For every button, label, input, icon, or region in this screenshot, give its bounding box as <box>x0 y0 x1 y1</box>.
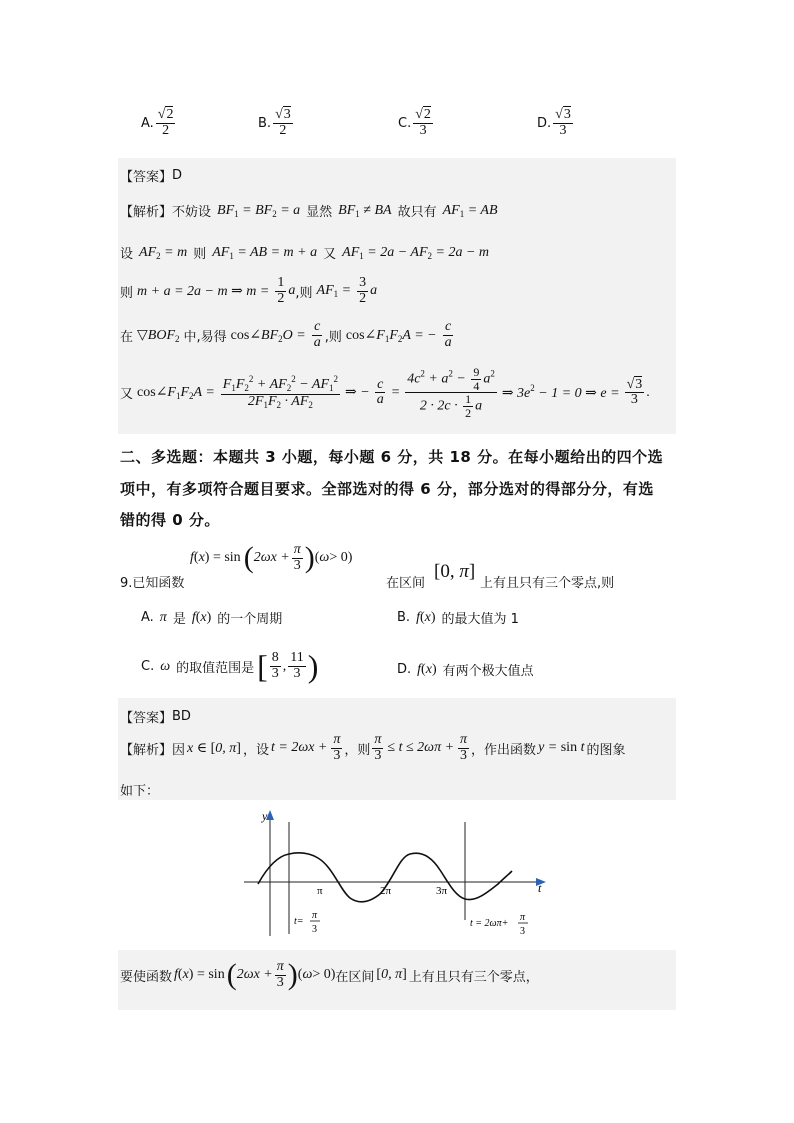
q9-stem-prefix: 9.已知函数 <box>120 576 185 591</box>
section2-heading-line3: 错的得 0 分。 <box>120 511 220 529</box>
q9-option-c: C. ω 的取值范围是 [ $\frac{8}{3}$ , $\frac{11}{3}$ ) <box>141 648 319 684</box>
label-t-left-pi: π <box>312 910 318 921</box>
label-t-left-3: 3 <box>312 924 317 935</box>
q9-stem-mid: 在区间 <box>386 576 426 591</box>
q8-option-a: A. $\frac{√2}{2}$ <box>141 107 174 138</box>
label-t-right: t = 2ωπ+ <box>470 918 509 929</box>
q9-option-b: B. f(x) 的最大值为 1 <box>397 609 519 627</box>
q9-interval: [0, π] <box>434 561 476 582</box>
q9-stem-suffix: 上有且只有三个零点,则 <box>480 576 615 591</box>
q8-option-c: C. $\frac{√2}{3}$ <box>398 107 431 138</box>
q9-function-def: f ( x ) = sin ( 2ωx + $\frac{\pi}{3}$ ) ( ω > 0) <box>190 541 353 574</box>
section2-heading-line2: 项中，有多项符合题目要求。全部选对的得 6 分，部分选对的得部分分，有选 <box>120 480 654 498</box>
label-t-right-3: 3 <box>520 926 525 937</box>
q8-analysis-line1: 【解析】 不妨设 $BF_1 = BF_2 = a$ 显然 $BF_1$ ≠ BA 故只有 $AF_1$ = AB <box>120 202 498 220</box>
q9-answer: 【答案】 BD <box>120 709 191 726</box>
y-axis-label: y <box>262 809 268 823</box>
tick-pi: π <box>317 885 323 897</box>
tick-3pi: 3π <box>436 885 448 897</box>
q8-analysis-line2: 设 $AF_2 = m$ 则 $AF_1$ = AB = m + a 又 $AF_1 = 2a - AF_2 = 2a - m$ <box>120 244 490 262</box>
q8-option-b: B. $\frac{√3}{2}$ <box>258 107 291 138</box>
label-t-left: t= <box>294 916 304 927</box>
q9-analysis-last-line: 要使函数 f(x) = sin ( 2ωx + $\frac{\pi}{3}$ ) ( ω > 0) 在区间 [0, π] 上有且只有三个零点， <box>120 958 539 991</box>
q9-option-d: D. f(x) 有两个极大值点 <box>397 661 534 679</box>
q8-analysis-line4: 在 $▽BOF_2$ 中,易得 $\cos\angle BF_2O$ = $\frac{c}{a}$ ,则 $\cos\angle F_1F_2A$ = − $\frac{c}{a}$ <box>120 319 452 350</box>
tick-2pi: 2π <box>380 885 392 897</box>
q8-option-d: D. $\frac{√3}{3}$ <box>537 107 571 138</box>
section2-heading-line1: 二、多选题：本题共 3 小题，每小题 6 分，共 18 分。在每小题给出的四个选 <box>120 448 664 466</box>
t-axis-label: t <box>538 881 542 895</box>
q9-option-a: A. π 是 f(x) 的一个周期 <box>141 609 283 627</box>
q8-analysis-line3: 则 m + a = 2a − m ⇒ m = $\frac{1}{2}$ a ,则 $AF_1$ = $\frac{3}{2}$ a <box>120 275 378 306</box>
q9-analysis-line2: 如下： <box>120 784 160 799</box>
sine-graph <box>118 800 676 950</box>
graph-background <box>118 800 676 950</box>
q8-answer: 【答案】 D <box>120 168 183 185</box>
label-t-right-pi: π <box>520 912 526 923</box>
q8-analysis-line5: 又 $\cos\angle F_1F_2A$ = $\frac{F_1F_2^2 + AF_2^2 - AF_1^2}{2F_1F_2 \cdot AF_2}$ ⇒ − $\frac{c}{a}$ = $4c^2 + a^2$ − $\frac{9}{4}$ $a^2$ 2 · 2c · $\frac{1}{2}$ a ⇒ $3e^2 - 1 = 0$ ⇒ e = $\frac{√3}{3}$ . <box>120 365 650 420</box>
q9-analysis-line1: 【解析】 因 x ∈ [0, π] ，设 t = 2ωx + $\frac{\pi}{3}$ ，则 $\frac{\pi}{3}$ ≤ t ≤ 2ωπ + $\frac{\pi}{3}$ ，作出函数 y = sin t 的图象 <box>120 732 626 763</box>
